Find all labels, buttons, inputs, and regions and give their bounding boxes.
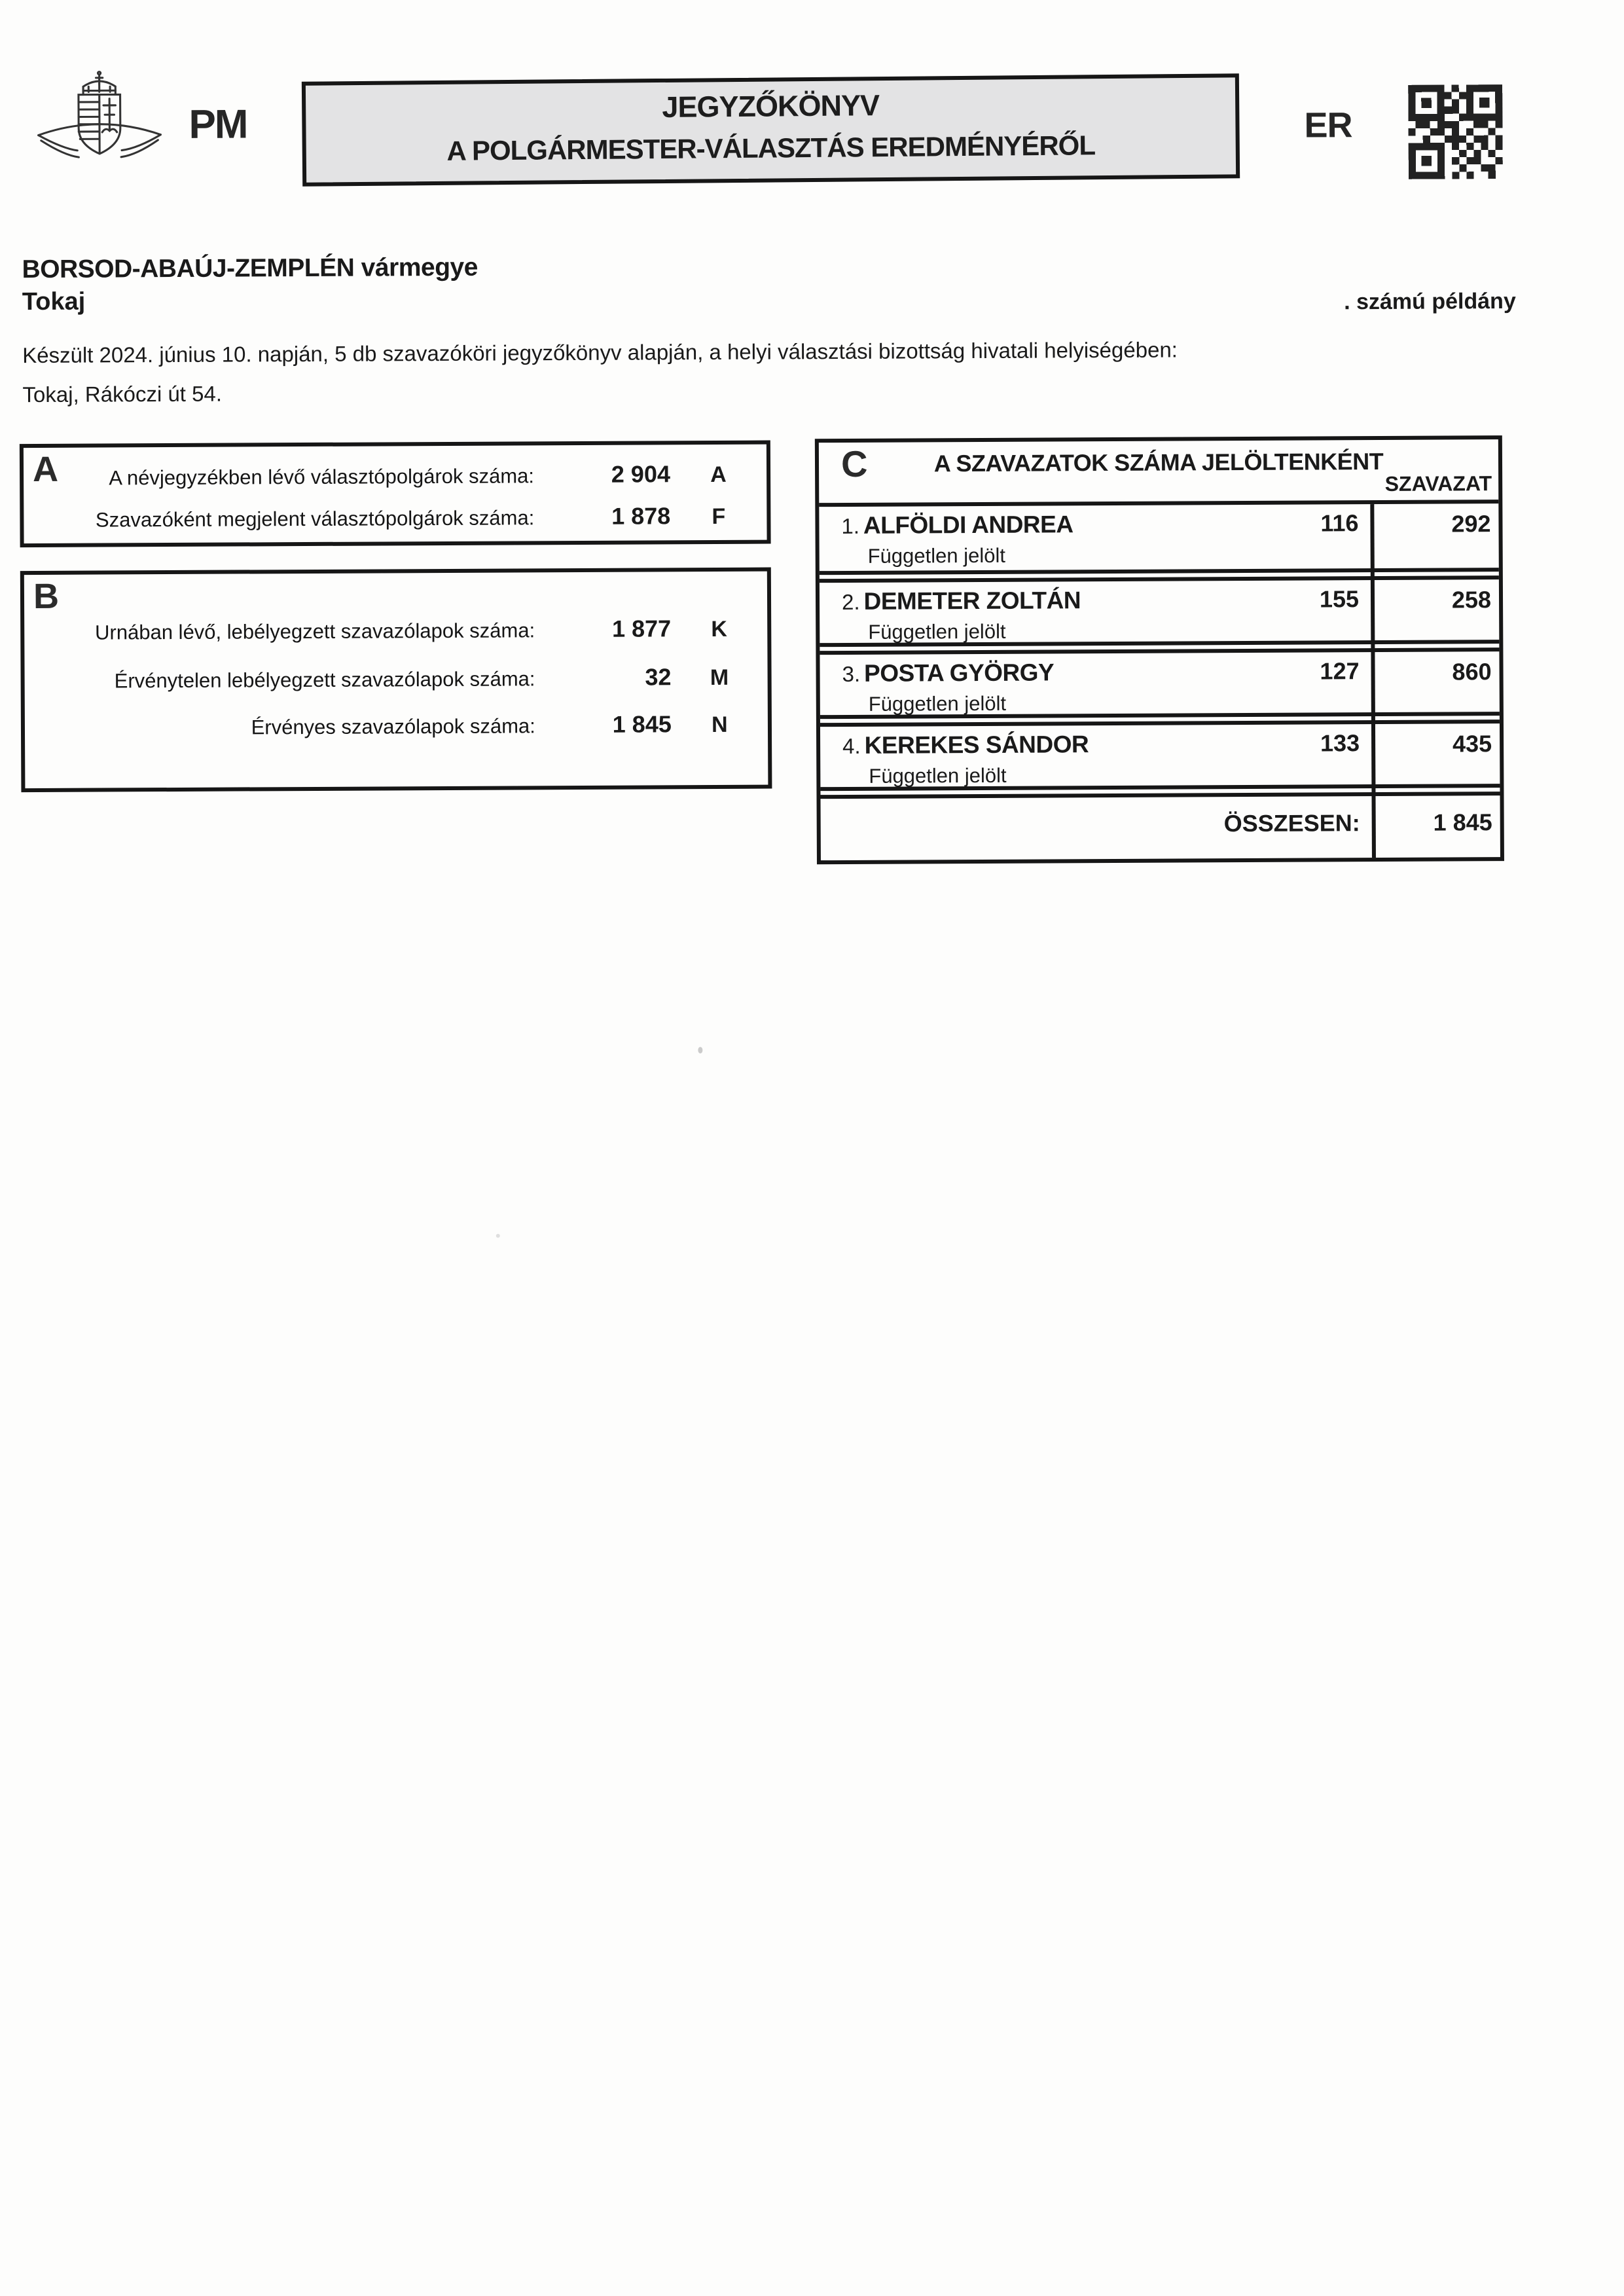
candidate-party: Független jelölt <box>868 619 1006 644</box>
stat-label: Érvénytelen lebélyegzett szavazólapok száma: <box>114 667 535 693</box>
candidate-votes: 860 <box>1452 658 1492 685</box>
votes-column-header: SZAVAZAT <box>1384 471 1492 496</box>
candidate-row <box>820 720 1500 791</box>
scan-speck <box>496 1234 500 1238</box>
stat-row <box>24 460 767 492</box>
stat-row <box>24 615 767 646</box>
candidate-row <box>820 575 1499 647</box>
title-box <box>302 73 1240 186</box>
candidate-votes: 292 <box>1451 510 1491 538</box>
votes-table-header <box>819 439 1498 507</box>
stat-value: 1 845 <box>612 710 672 738</box>
total-row <box>820 792 1500 860</box>
stat-label: Érvényes szavazólapok száma: <box>251 714 535 739</box>
candidate-name: POSTA GYÖRGY <box>864 659 1055 687</box>
candidate-index: 2. <box>841 589 860 615</box>
box-a-voters <box>20 441 771 548</box>
candidate-votes: 258 <box>1451 586 1492 613</box>
candidate-name: ALFÖLDI ANDREA <box>863 511 1074 539</box>
scan-speck <box>698 1047 702 1053</box>
candidate-index: 4. <box>842 733 861 759</box>
municipality-name: Tokaj <box>22 287 86 316</box>
hungarian-coat-of-arms-icon <box>35 69 164 173</box>
candidate-row <box>820 647 1499 719</box>
box-b-letter: B <box>33 576 60 617</box>
candidate-cell <box>820 724 1371 787</box>
candidate-party: Független jelölt <box>869 763 1007 788</box>
candidate-code: 133 <box>1320 729 1360 757</box>
stat-row <box>24 502 767 534</box>
document-subtitle: A POLGÁRMESTER-VÁLASZTÁS EREDMÉNYÉRŐL <box>446 130 1096 166</box>
form-code-label: ER <box>1304 105 1352 145</box>
stat-value: 1 877 <box>611 615 672 642</box>
stat-code: K <box>711 616 728 642</box>
total-label: ÖSSZESEN: <box>1223 809 1360 837</box>
intro-paragraph-line-1: Készült 2024. június 10. napján, 5 db szavazóköri jegyzőkönyv alapján, a helyi választási bizottság hivatali helyiségében: <box>22 337 1178 368</box>
candidate-index: 1. <box>841 513 860 539</box>
candidate-votes: 435 <box>1452 730 1492 757</box>
stat-code: A <box>710 462 727 487</box>
candidate-party: Független jelölt <box>868 691 1007 716</box>
candidate-cell <box>819 504 1370 571</box>
total-votes: 1 845 <box>1433 809 1492 836</box>
stat-value: 1 878 <box>611 502 671 530</box>
box-b-ballots <box>20 568 772 793</box>
stat-row <box>25 710 768 742</box>
box-c-letter: C <box>840 443 868 485</box>
box-c-votes-table <box>815 435 1504 864</box>
candidate-code: 116 <box>1320 509 1359 537</box>
candidate-code: 127 <box>1320 657 1360 685</box>
county-name: BORSOD-ABAÚJ-ZEMPLÉN vármegye <box>22 253 478 284</box>
candidate-cell <box>820 580 1371 643</box>
document-title: JEGYZŐKÖNYV <box>662 88 880 124</box>
candidate-name: DEMETER ZOLTÁN <box>863 587 1081 615</box>
stat-value: 32 <box>645 663 672 691</box>
candidate-cell <box>820 652 1371 715</box>
stat-label: A névjegyzékben lévő választópolgárok száma: <box>109 464 535 490</box>
stat-code: M <box>710 665 729 691</box>
stat-row <box>25 663 768 695</box>
candidate-name: KEREKES SÁNDOR <box>864 731 1089 759</box>
candidate-code: 155 <box>1319 585 1360 613</box>
copy-number-label: . számú példány <box>1344 288 1516 315</box>
intro-paragraph-line-2: Tokaj, Rákóczi út 54. <box>22 381 223 407</box>
stat-value: 2 904 <box>611 460 671 488</box>
candidate-party: Független jelölt <box>867 543 1006 568</box>
votes-table-title: A SZAVAZATOK SZÁMA JELÖLTENKÉNT <box>933 447 1384 477</box>
qr-code-icon <box>1408 84 1503 179</box>
stat-label: Szavazóként megjelent választópolgárok száma: <box>95 506 535 532</box>
candidate-index: 3. <box>842 661 861 687</box>
box-a-letter: A <box>32 449 59 490</box>
org-abbrev: PM <box>189 101 247 147</box>
stat-code: F <box>712 503 726 529</box>
stat-label: Urnában lévő, lebélyegzett szavazólapok száma: <box>95 619 535 644</box>
stat-code: N <box>712 712 728 737</box>
candidate-row <box>819 503 1498 575</box>
